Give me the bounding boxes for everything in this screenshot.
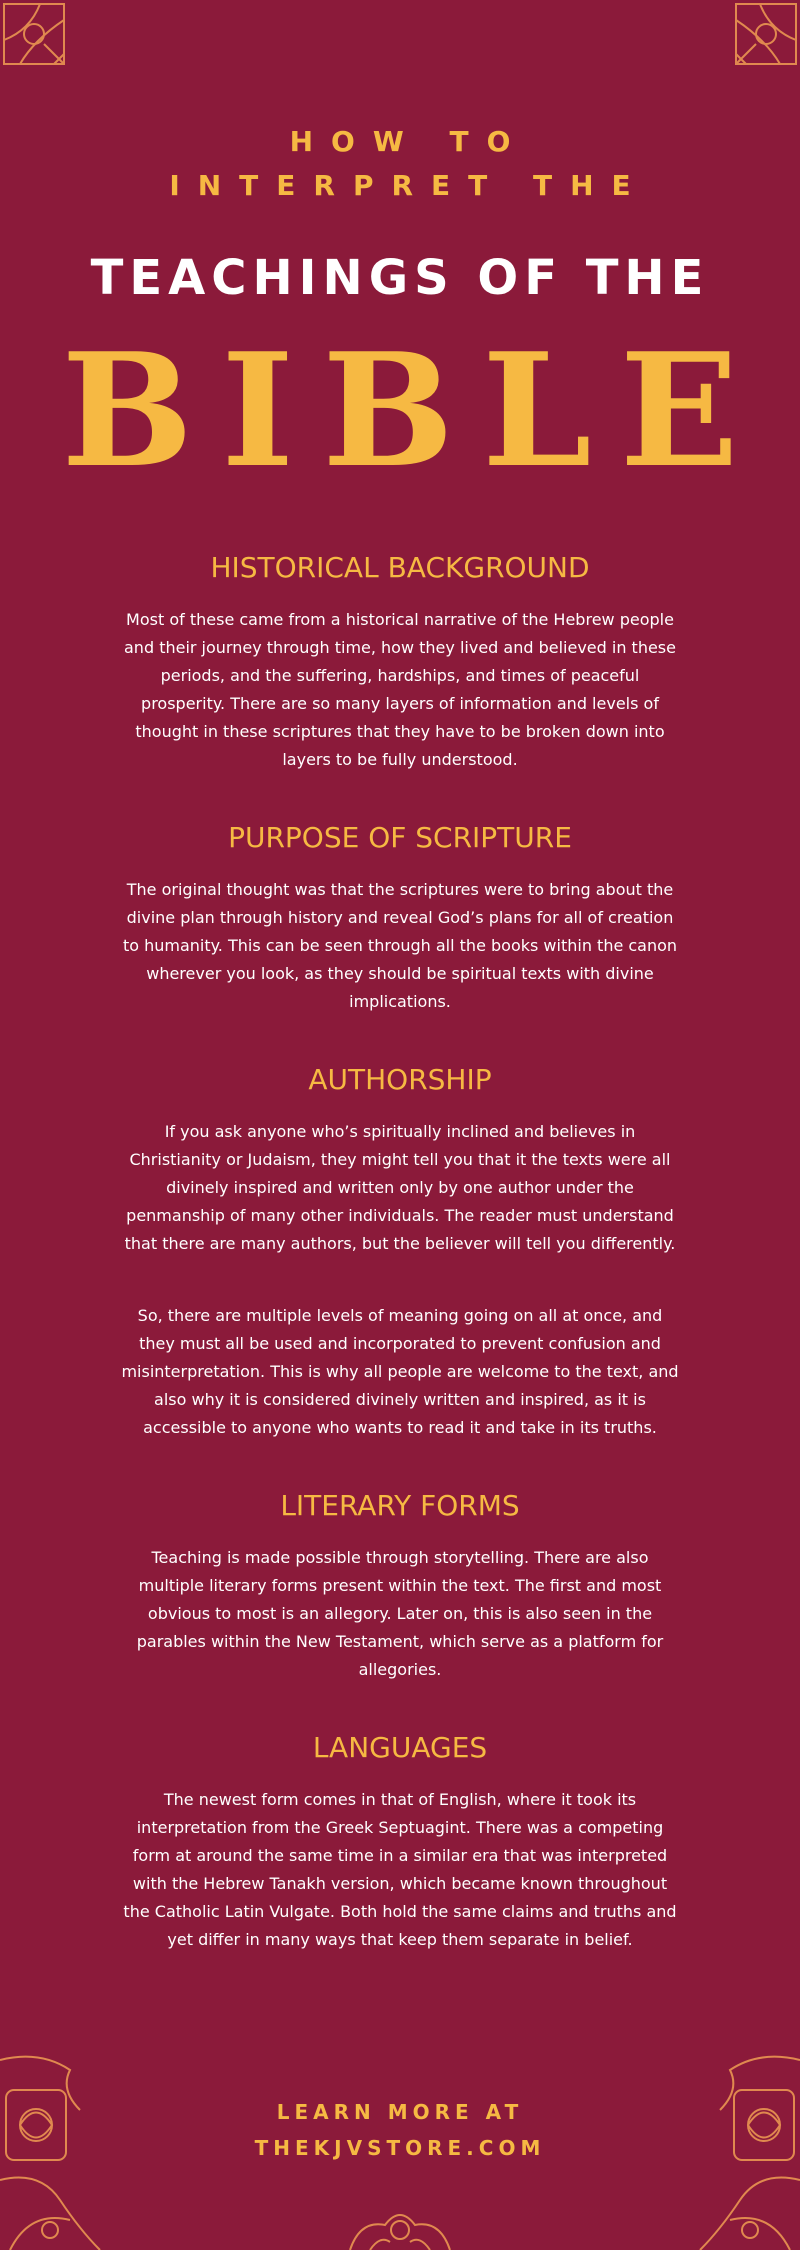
section-paragraph: Teaching is made possible through storytelling. There are also multiple literary forms present within the text. The first and most obvious to most is an allegory. Later on, this is also seen in the parables within the New Testament, which serve as a platform for allegories. [136,1548,664,1679]
section-heading: LANGUAGES [312,1731,488,1764]
subtitle: TEACHINGS OF THE [90,250,710,306]
section-paragraph: The original thought was that the scriptures were to bring about the divine plan through history and reveal God’s plans for all of creation to humanity. This can be seen through all the books within the canon wherever you look, as they should be spiritual texts with divine implications. [122,880,678,1011]
section-heading: AUTHORSHIP [308,1063,492,1096]
section-authorship [120,1060,680,1442]
section-paragraph: The newest form comes in that of English, where it took its interpretation from the Greek Septuagint. There was a competing form at around the same time in a similar era that was interpreted with the Hebrew Tanakh version, which became known throughout the Catholic Latin Vulgate. Both hold the same claims and truths and yet differ in many ways that keep them separate in belief. [123,1790,677,1949]
corner-ornament-icon [720,0,800,80]
website-link[interactable]: THEKJVSTORE.COM [254,2136,546,2160]
bottom-ornament-icon [340,2200,460,2250]
section-heading: PURPOSE OF SCRIPTURE [228,821,572,854]
content-sections [120,548,680,1998]
section-paragraph: If you ask anyone who’s spiritually inclined and believes in Christianity or Judaism, they might tell you that it the texts were all divinely inspired and written only by one author under the penmanship of many other individuals. The reader must understand that there are many authors, but the believer will tell you differently. [124,1122,676,1253]
kicker-line-2: INTERPRET THE [169,169,649,202]
footer-cta [0,2094,800,2166]
section-paragraph: So, there are multiple levels of meaning going on all at once, and they must all be used and incorporated to prevent confusion and misinterpretation. This is why all people are welcome to the text, and also why it is considered divinely written and inspired, as it is accessible to anyone who wants to read it and take in its truths. [121,1306,679,1437]
section-paragraph: Most of these came from a historical narrative of the Hebrew people and their journey through time, how they lived and believed in these periods, and the suffering, hardships, and times of peaceful prosperity. There are so many layers of information and levels of thought in these scriptures that they have to be broken down into layers to be fully understood. [124,610,676,769]
section-literary-forms [120,1486,680,1684]
header [0,120,800,502]
section-historical-background [120,548,680,774]
cta-line-1: LEARN MORE AT [276,2100,524,2124]
corner-ornament-icon [0,0,80,80]
section-heading: HISTORICAL BACKGROUND [210,551,590,584]
kicker-line-1: HOW TO [289,125,529,158]
section-heading: LITERARY FORMS [280,1489,520,1522]
page-title: BIBLE [61,319,767,502]
section-languages [120,1728,680,1954]
section-purpose-of-scripture [120,818,680,1016]
